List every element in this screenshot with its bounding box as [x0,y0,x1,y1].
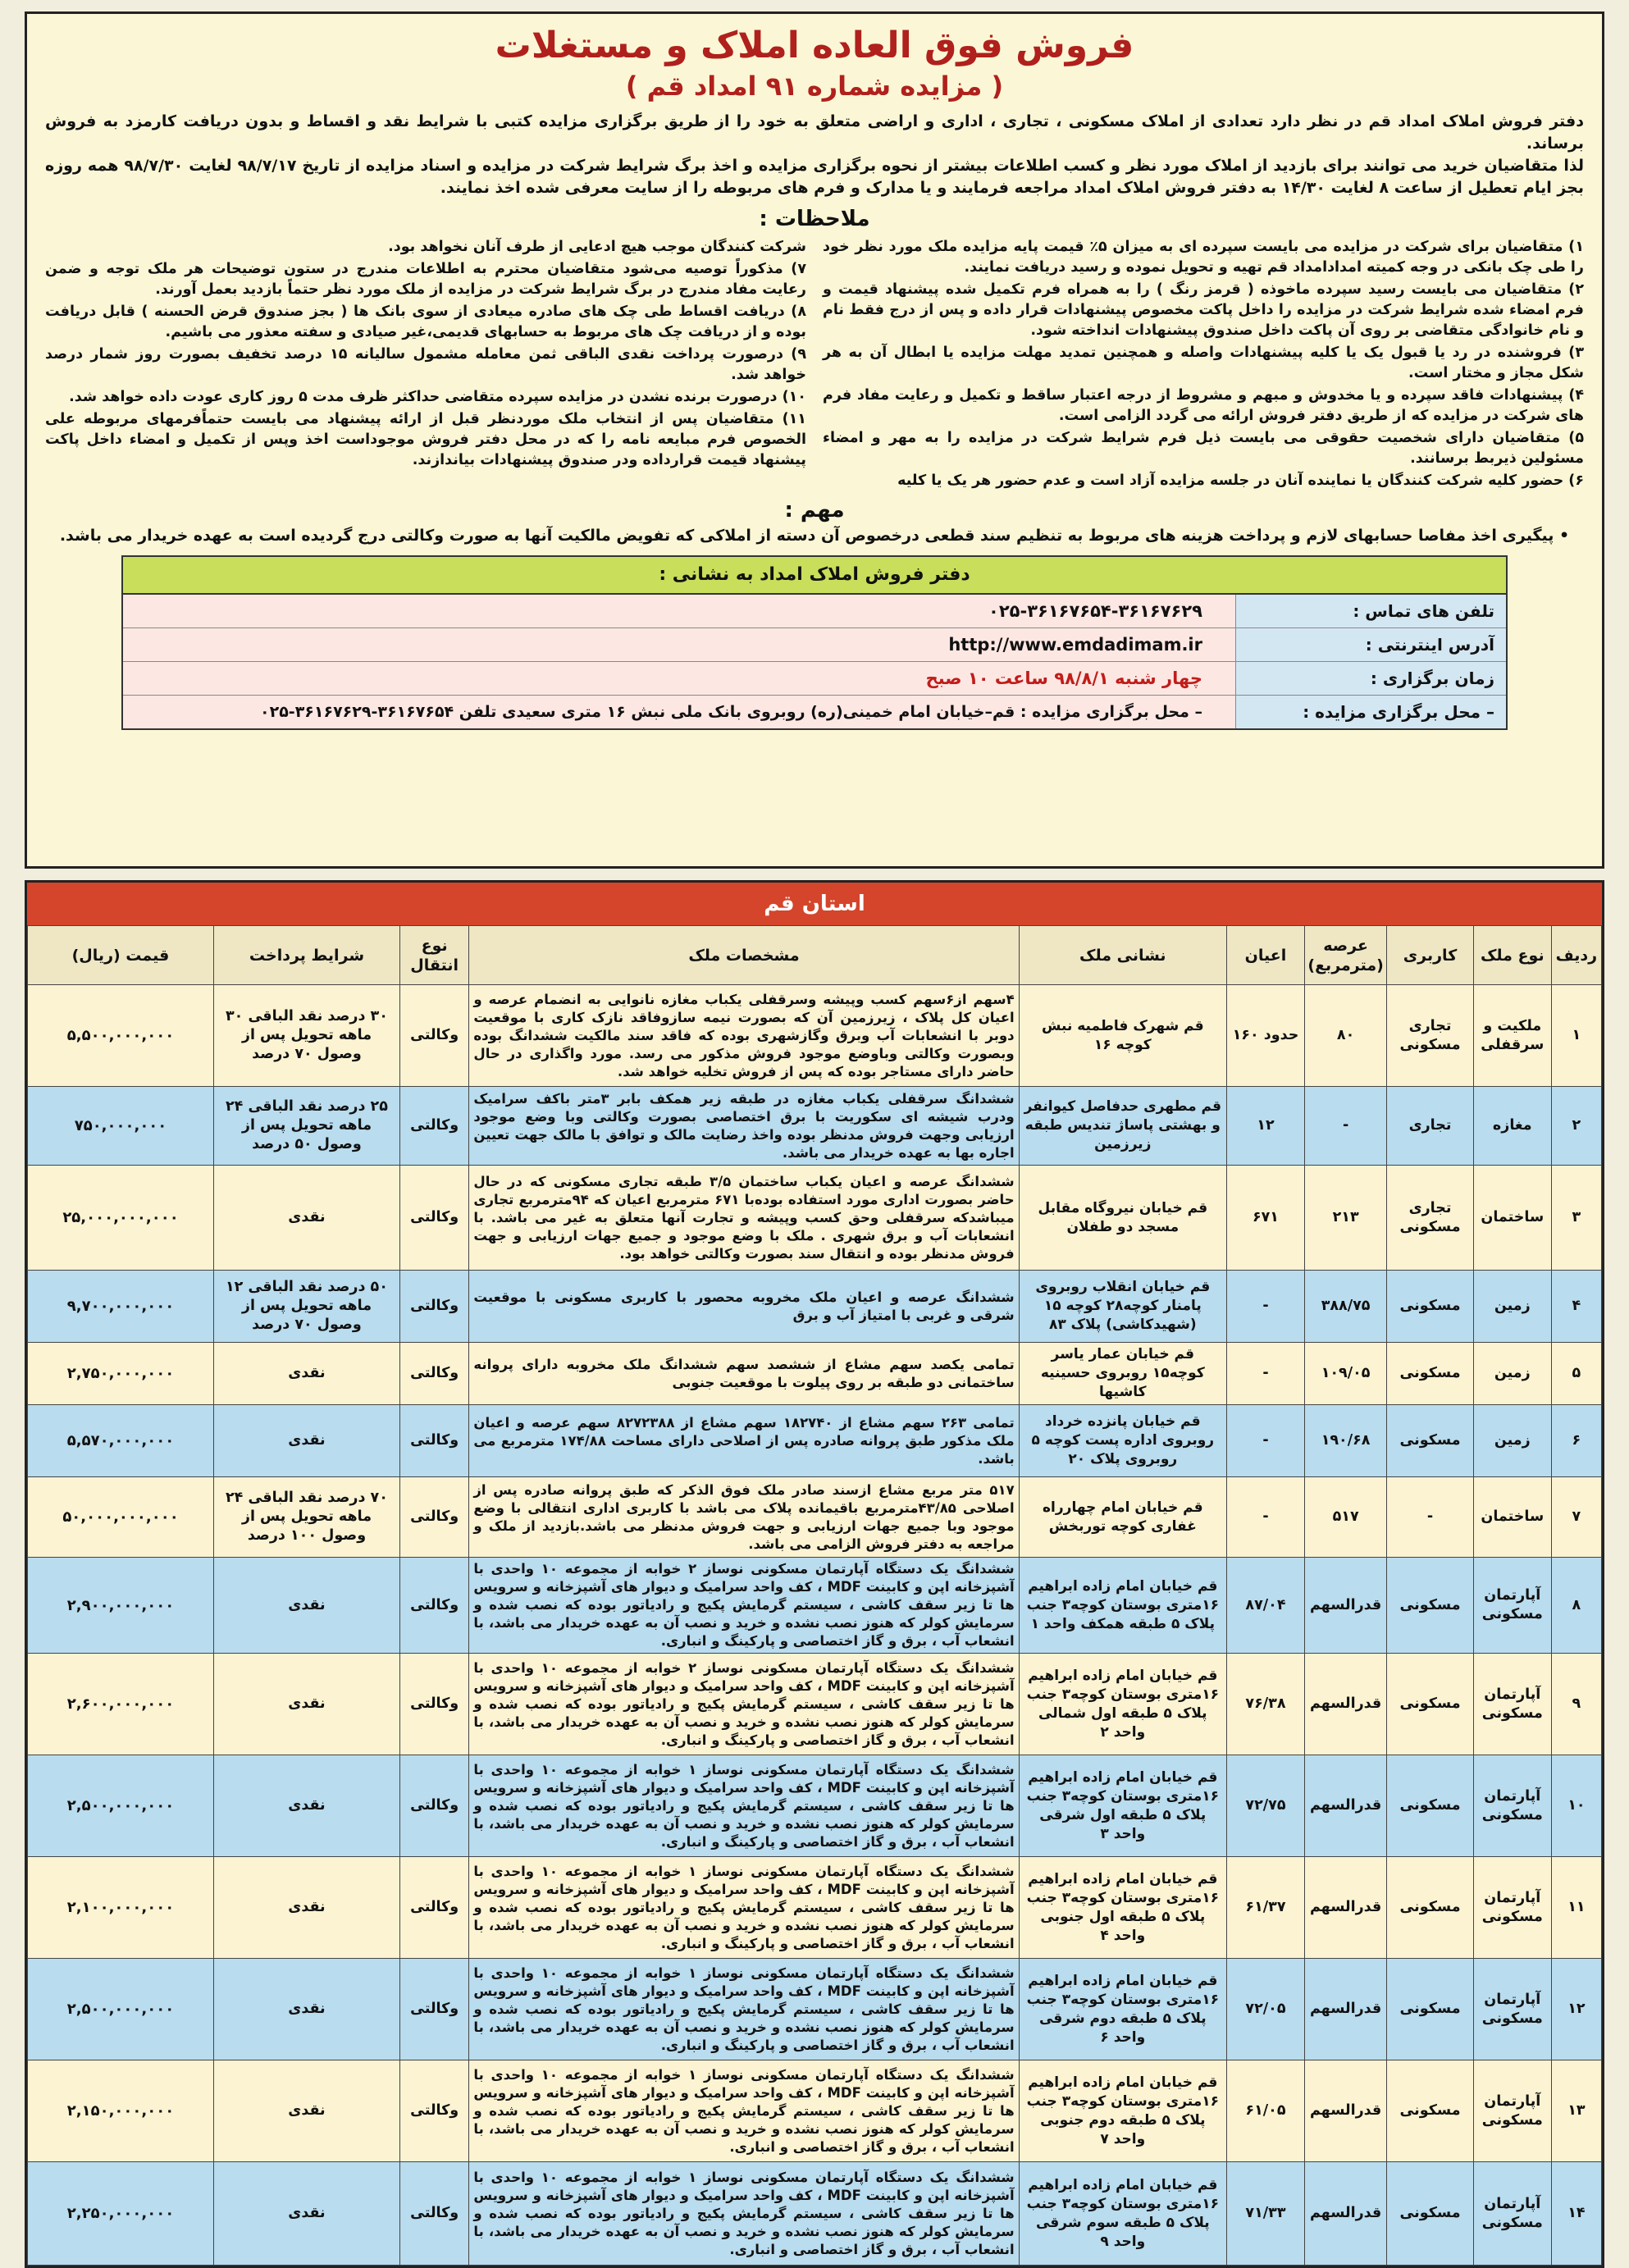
building-area: - [1226,1405,1304,1477]
payment-terms: ۵۰ درصد نقد الباقی ۱۲ ماهه تحویل پس از وصول ۷۰ درصد [214,1271,400,1343]
column-header: نشانی ملک [1019,926,1226,985]
building-area: ۶۱/۰۵ [1226,2060,1304,2162]
usage: مسکونی [1387,1755,1474,1857]
property-description: تمامی یکصد سهم مشاع از ششصد سهم ششدانگ ملک مخروبه دارای پروانه ساختمانی دو طبقه بر روی پیلوت با موقعیت جنوبی [469,1343,1019,1405]
price: ۲,۲۵۰,۰۰۰,۰۰۰ [28,2162,214,2266]
property-address: قم شهرک فاطمیه نبش کوچه ۱۶ [1019,985,1226,1087]
price: ۲,۵۰۰,۰۰۰,۰۰۰ [28,1959,214,2060]
contact-label: – محل برگزاری مزایده : [1235,696,1506,728]
intro-paragraph: دفتر فروش املاک امداد قم در نظر دارد تعدادی از املاک مسکونی ، تجاری ، اداری و اراضی متعلق به خود را از طریق برگزاری مزایده کتبی با شرایط نقد و اقساط و بدون دریافت کارمزد به فروش برساند. [45,112,1584,153]
transfer-type: وکالتی [399,1654,468,1755]
column-header: اعیان [1226,926,1304,985]
table-row [28,1558,1602,1654]
land-area: ۲۱۳ [1304,1166,1386,1271]
land-area: ۵۱۷ [1304,1477,1386,1558]
property-type: آپارتمان مسکونی [1473,1857,1551,1959]
transfer-type: وکالتی [399,1087,468,1166]
notes-section [45,237,1584,493]
notes-left-column [45,237,806,493]
building-area: ۷۱/۳۳ [1226,2162,1304,2266]
price: ۲,۷۵۰,۰۰۰,۰۰۰ [28,1343,214,1405]
page-title: فروش فوق العاده املاک و مستغلات [495,25,1134,66]
payment-terms: ۷۰ درصد نقد الباقی ۲۴ ماهه تحویل پس از وصول ۱۰۰ درصد [214,1477,400,1558]
transfer-type: وکالتی [399,1343,468,1405]
payment-terms: نقدی [214,1558,400,1654]
building-area: ۷۲/۰۵ [1226,1959,1304,2060]
property-description: ششدانگ سرقفلی یکباب مغازه در طبقه زیر همکف بابر ۳متر باکف سرامیک ودرب شیشه ای سکوریت با برق اختصاصی بصورت وکالتی وبا وضع موجود ارزیابی وجهت فروش مدنظر بوده واخذ رضایت مالک و توافق با مالک جهت تعیین اجاره بها به عهده خریدار می باشد. [469,1087,1019,1166]
land-area: قدرالسهم [1304,1959,1386,2060]
property-address: قم خیابان پانزده خرداد روبروی اداره پست کوچه ۵ روبروی پلاک ۲۰ [1019,1405,1226,1477]
payment-terms: نقدی [214,1343,400,1405]
property-description: ۵۱۷ متر مربع مشاع ازسند صادر ملک فوق الذکر که طبق پروانه صادره پس از اصلاحی ۴۳/۸۵مترمربع باقیمانده پلاک می باشد با کاربری اداری انتقالی با وضع موجود وبا جمیع جهات ارزیابی و جهت فروش مدنظر می باشد.بازدید از ملک و مراجعه به دفتر فروش الزامی می باشد. [469,1477,1019,1558]
auction-location: – محل برگزاری مزایده : قم–خیابان امام خمینی(ره) روبروی بانک ملی نبش ۱۶ متری سعیدی تلفن ۳۶۱۶۷۶۵۴-۳۶۱۶۷۶۲۹-۰۲۵ [260,703,1202,721]
property-description: ششدانگ یک دستگاه آپارتمان مسکونی نوساز ۱ خوابه از مجموعه ۱۰ واحدی با آشپزخانه اپن و کابینت MDF ، کف واحد سرامیک و دیوار های آشپزخانه و سرویس ها تا زیر سقف کاشی ، سیستم گرمایش پکیج و رادیاتور بوده که نصب شده و سرمایش کولر که هنوز نصب نشده و خرید و نصب آن به عهده خریدار می باشد، با انشعاب آب ، برق و گاز اختصاصی و انباری. [469,2162,1019,2266]
building-area: ۷۲/۷۵ [1226,1755,1304,1857]
table-row [28,1166,1602,1271]
row-number: ۱۴ [1551,2162,1601,2266]
row-number: ۱۳ [1551,2060,1601,2162]
usage: تجاری مسکونی [1387,985,1474,1087]
property-type: آپارتمان مسکونی [1473,1654,1551,1755]
row-number: ۴ [1551,1271,1601,1343]
listing-table [27,925,1602,2266]
note-item: ۶) حضور کلیه شرکت کنندگان یا نماینده آنان در جلسه مزایده آزاد است و عدم حضور هر یک یا کلیه [897,472,1584,489]
price: ۵,۵۷۰,۰۰۰,۰۰۰ [28,1405,214,1477]
table-row [28,1477,1602,1558]
land-area: قدرالسهم [1304,1654,1386,1755]
contact-box [121,555,1508,730]
contact-row-time [123,662,1506,696]
property-description: ششدانگ یک دستگاه آپارتمان مسکونی نوساز ۱ خوابه از مجموعه ۱۰ واحدی با آشپزخانه اپن و کابینت MDF ، کف واحد سرامیک و دیوار های آشپزخانه و سرویس ها تا زیر سقف کاشی ، سیستم گرمایش پکیج و رادیاتور بوده که نصب شده و سرمایش کولر که هنوز نصب نشده و خرید و نصب آن به عهده خریدار می باشد، با انشعاب آب ، برق و گاز اختصاصی و پارکینگ و انباری. [469,1857,1019,1959]
notes-right-column [823,237,1584,493]
website-link[interactable]: http://www.emdadimam.ir [948,635,1202,655]
note-item: ۳) فروشنده در رد یا قبول یک یا کلیه پیشنهادات واصله و همچنین تمدید مهلت مزایده یا ابطال آن به هر شکل مجاز و مختار است. [823,345,1584,381]
usage: مسکونی [1387,1857,1474,1959]
building-area: ۶۷۱ [1226,1166,1304,1271]
transfer-type: وکالتی [399,1271,468,1343]
note-item: ۱۱) متقاضیان پس از انتخاب ملک موردنظر قبل از ارائه پیشنهاد می بایست حتماًفرمهای مربوطه علی الخصوص فرم مبایعه نامه را که در محل دفتر فروش موجوداست اخذ وپس از تکمیل و امضاء داخل پاکت پیشنهاد قیمت قرارداده ودر صندوق پیشنهادات بیاندازند. [45,411,806,468]
property-address: قم خیابان امام زاده ابراهیم ۱۶متری بوستان کوچه۳ جنب پلاک ۵ طبقه همکف واحد ۱ [1019,1558,1226,1654]
property-address: قم خیابان امام زاده ابراهیم ۱۶متری بوستان کوچه۳ جنب پلاک ۵ طبقه اول شرقی واحد ۳ [1019,1755,1226,1857]
land-area: ۱۹۰/۶۸ [1304,1405,1386,1477]
transfer-type: وکالتی [399,1558,468,1654]
table-row [28,2162,1602,2266]
property-address: قم مطهری حدفاصل کیوانفر و بهشتی پاساژ تندیس طبقه زیرزمین [1019,1087,1226,1166]
payment-terms: ۳۰ درصد نقد الباقی ۳۰ ماهه تحویل پس از وصول ۷۰ درصد [214,985,400,1087]
payment-terms: نقدی [214,1405,400,1477]
land-area: ۳۸۸/۷۵ [1304,1271,1386,1343]
land-area: قدرالسهم [1304,1755,1386,1857]
payment-terms: نقدی [214,1959,400,2060]
property-description: ششدانگ عرصه و اعیان ملک مخروبه محصور با کاربری مسکونی با موقعیت شرقی و غربی با امتیاز آب و برق [469,1271,1019,1343]
property-description: ششدانگ یک دستگاه آپارتمان مسکونی نوساز ۲ خوابه از مجموعه ۱۰ واحدی با آشپزخانه اپن و کابینت MDF ، کف واحد سرامیک و دیوار های آشپزخانه و سرویس ها تا زیر سقف کاشی ، سیستم گرمایش پکیج و رادیاتور بوده که نصب شده و سرمایش کولر که هنوز نصب نشده و خرید و نصب آن به عهده خریدار می باشد، با انشعاب آب ، برق و گاز اختصاصی و پارکینگ و انباری. [469,1558,1019,1654]
building-area: - [1226,1477,1304,1558]
building-area: ۷۶/۳۸ [1226,1654,1304,1755]
property-type: زمین [1473,1405,1551,1477]
payment-terms: نقدی [214,2060,400,2162]
column-header: عرصه (مترمربع) [1304,926,1386,985]
land-area: قدرالسهم [1304,1857,1386,1959]
row-number: ۹ [1551,1654,1601,1755]
contact-header: دفتر فروش املاک امداد به نشانی : [123,557,1506,595]
land-area: قدرالسهم [1304,2060,1386,2162]
property-description: ششدانگ یک دستگاه آپارتمان مسکونی نوساز ۲ خوابه از مجموعه ۱۰ واحدی با آشپزخانه اپن و کابینت MDF ، کف واحد سرامیک و دیوار های آشپزخانه و سرویس ها تا زیر سقف کاشی ، سیستم گرمایش پکیج و رادیاتور بوده که نصب شده و سرمایش کولر که هنوز نصب نشده و خرید و نصب آن به عهده خریدار می باشد، با انشعاب آب ، برق و گاز اختصاصی و پارکینگ و انباری. [469,1654,1019,1755]
contact-label: آدرس اینترنتی : [1235,628,1506,661]
property-type: ساختمان [1473,1166,1551,1271]
note-item: ۲) متقاضیان می بایست رسید سپرده ماخوذه ( قرمز رنگ ) را به همراه فرم تکمیل شده پیشنهاد قیمت و فرم امضاء شده شرایط شرکت در مزایده را داخل پاکت مخصوص پیشنهادات قرار داده و پس از درج فقط نام و نام خانوادگی متقاضی بر روی آن پاکت داخل صندوق پیشنهادات انداخته شود. [823,281,1584,339]
price: ۹,۷۰۰,۰۰۰,۰۰۰ [28,1271,214,1343]
contact-label: زمان برگزاری : [1235,662,1506,695]
column-header: کاربری [1387,926,1474,985]
column-header: قیمت (ریال) [28,926,214,985]
property-type: ملکیت و سرقفلی [1473,985,1551,1087]
announcement-box [25,11,1604,869]
property-address: قم خیابان امام زاده ابراهیم ۱۶متری بوستان کوچه۳ جنب پلاک ۵ طبقه دوم شرقی واحد ۶ [1019,1959,1226,2060]
transfer-type: وکالتی [399,1959,468,2060]
land-area: ۸۰ [1304,985,1386,1087]
table-row [28,1857,1602,1959]
property-type: آپارتمان مسکونی [1473,2162,1551,2266]
note-item: ۷) مذکوراً توصیه می‌شود متقاضیان محترم به اطلاعات مندرج در ستون توضیحات هر ملک توجه و ضمن رعایت مفاد مندرج در برگ شرایط شرکت در مزایده از ملک مورد نظر حتماً بازدید بعمل آورند. [45,261,806,298]
building-area: ۶۱/۳۷ [1226,1857,1304,1959]
building-area: ۱۲ [1226,1087,1304,1166]
row-number: ۱۰ [1551,1755,1601,1857]
contact-label: تلفن های تماس : [1235,595,1506,627]
building-area: - [1226,1271,1304,1343]
important-title: مهم : [784,498,845,523]
listing-table-container [25,880,1604,2268]
note-item: ۹) درصورت پرداخت نقدی الباقی ثمن معامله مشمول سالیانه ۱۵ درصد تخفیف بصورت روز شمار درصد خواهد شد. [45,346,806,383]
price: ۲,۶۰۰,۰۰۰,۰۰۰ [28,1654,214,1755]
usage: - [1387,1477,1474,1558]
contact-row-phone [123,595,1506,628]
property-address: قم خیابان امام چهارراه غفاری کوچه توربخش [1019,1477,1226,1558]
property-description: تمامی ۲۶۳ سهم مشاع از ۱۸۲۷۴۰ سهم مشاع از ۸۲۷۲۳۸۸ سهم عرصه و اعیان ملک مذکور طبق پروانه صادره پس از اصلاحی دارای مساحت ۱۷۴/۸۸ مترمربع می باشد. [469,1405,1019,1477]
row-number: ۱۲ [1551,1959,1601,2060]
row-number: ۱۱ [1551,1857,1601,1959]
intro-text [45,111,1584,199]
payment-terms: نقدی [214,1755,400,1857]
row-number: ۱ [1551,985,1601,1087]
column-header: مشخصات ملک [469,926,1019,985]
payment-terms: نقدی [214,2162,400,2266]
property-description: ۴سهم از۶سهم کسب وپیشه وسرقفلی یکباب مغازه نانوایی به انضمام عرصه و اعیان کل پلاک ، زیرزمین آن که بصورت نیمه سازوفاقد نازک کاری با موقعیت دوبر با انشعابات آب وبرق وگازشهری بوده که فاقد سند مالکیت ششدانگ بوده وبصورت وکالتی وباوضع موجود فروش مذکور می رسد. مورد واگذاری در حال حاضر دارای مستاجر بوده که پس از فروش تخلیه خواهد شد. [469,985,1019,1087]
property-address: قم خیابان نیروگاه مقابل مسجد دو طفلان [1019,1166,1226,1271]
price: ۵۰,۰۰۰,۰۰۰,۰۰۰ [28,1477,214,1558]
property-address: قم خیابان عمار یاسر کوچه۱۵ روبروی حسینیه کاشیها [1019,1343,1226,1405]
property-type: مغازه [1473,1087,1551,1166]
table-row [28,1343,1602,1405]
table-row [28,985,1602,1087]
row-number: ۳ [1551,1166,1601,1271]
page-subtitle: ( مزایده شماره ۹۱ امداد قم ) [625,71,1004,102]
price: ۲۵,۰۰۰,۰۰۰,۰۰۰ [28,1166,214,1271]
payment-terms: نقدی [214,1857,400,1959]
usage: مسکونی [1387,1271,1474,1343]
usage: مسکونی [1387,1405,1474,1477]
row-number: ۲ [1551,1087,1601,1166]
land-area: - [1304,1087,1386,1166]
note-item: ۱) متقاضیان برای شرکت در مزایده می بایست سپرده ای به میزان ۵٪ قیمت پایه مزایده ملک مورد نظر خود را طی چک بانکی در وجه کمیته امدادامداد قم تهیه و تحویل نموده و رسید دریافت نمایند. [823,239,1584,276]
land-area: قدرالسهم [1304,2162,1386,2266]
note-item: ۱۰) درصورت برنده نشدن در مزایده سپرده متقاضی حداکثر ظرف مدت ۵ روز کاری عودت داده خواهد شد. [69,389,806,405]
note-item: شرکت کنندگان موجب هیچ ادعایی از طرف آنان نخواهد بود. [388,239,806,255]
payment-terms: نقدی [214,1654,400,1755]
property-type: ساختمان [1473,1477,1551,1558]
important-text: • پیگیری اخذ مفاصا حسابهای لازم و پرداخت هزینه های مربوط به تنظیم سند قطعی درخصوص آن دسته از املاکی که تفویض مالکیت آنها به صورت وکالتی درج گردیده است به عهده خریدار می باشد. [59,527,1570,545]
note-item: ۵) متقاضیان دارای شخصیت حقوقی می بایست ذیل فرم شرایط شرکت در مزایده را به مهر و امضاء مسئولین ذیربط برسانند. [823,430,1584,467]
table-row [28,1271,1602,1343]
building-area: - [1226,1343,1304,1405]
table-row [28,1654,1602,1755]
table-row [28,1959,1602,2060]
phone-numbers: ۰۲۵-۳۶۱۶۷۶۵۴-۳۶۱۶۷۶۲۹ [988,601,1202,621]
land-area: ۱۰۹/۰۵ [1304,1343,1386,1405]
transfer-type: وکالتی [399,2060,468,2162]
province-banner: استان قم [27,883,1602,925]
auction-time: چهار شنبه ۹۸/۸/۱ ساعت ۱۰ صبح [925,669,1202,688]
row-number: ۶ [1551,1405,1601,1477]
column-header: نوع انتقال [399,926,468,985]
note-item: ۸) دریافت اقساط طی چک های صادره میعادی از سوی بانک ها ( بجز صندوق قرض الحسنه ) قابل دریافت بوده و از دریافت چک های مربوط به حسابهای قدیمی،غیر صیادی و سفته معذور می باشیم. [45,303,806,340]
property-address: قم خیابان امام زاده ابراهیم ۱۶متری بوستان کوچه۳ جنب پلاک ۵ طبقه اول جنوبی واحد ۴ [1019,1857,1226,1959]
property-type: آپارتمان مسکونی [1473,2060,1551,2162]
transfer-type: وکالتی [399,1755,468,1857]
payment-terms: نقدی [214,1166,400,1271]
usage: مسکونی [1387,1343,1474,1405]
property-type: آپارتمان مسکونی [1473,1959,1551,2060]
building-area: ۸۷/۰۴ [1226,1558,1304,1654]
price: ۷۵۰,۰۰۰,۰۰۰ [28,1087,214,1166]
property-address: قم خیابان امام زاده ابراهیم ۱۶متری بوستان کوچه۳ جنب پلاک ۵ طبقه اول شمالی واحد ۲ [1019,1654,1226,1755]
table-row [28,1755,1602,1857]
table-header-row [28,926,1602,985]
intro-paragraph: لذا متقاضیان خرید می توانند برای بازدید از املاک مورد نظر و کسب اطلاعات بیشتر از نحوه برگزاری مزایده و اخذ برگ شرایط شرکت در مزایده و اسناد مزایده از تاریخ ۹۸/۷/۱۷ لغایت ۹۸/۷/۳۰ همه روزه بجز ایام تعطیل از ساعت ۸ لغایت ۱۴/۳۰ به دفتر فروش املاک امداد مراجعه فرمایند و یا مدارک و فرم های مربوطه را از سایت معرفی شده اخذ نمایند. [45,157,1584,197]
price: ۲,۹۰۰,۰۰۰,۰۰۰ [28,1558,214,1654]
usage: مسکونی [1387,1558,1474,1654]
table-row [28,1405,1602,1477]
table-row [28,2060,1602,2162]
property-address: قم خیابان امام زاده ابراهیم ۱۶متری بوستان کوچه۳ جنب پلاک ۵ طبقه دوم جنوبی واحد ۷ [1019,2060,1226,2162]
column-header: ردیف [1551,926,1601,985]
property-description: ششدانگ یک دستگاه آپارتمان مسکونی نوساز ۱ خوابه از مجموعه ۱۰ واحدی با آشپزخانه اپن و کابینت MDF ، کف واحد سرامیک و دیوار های آشپزخانه و سرویس ها تا زیر سقف کاشی ، سیستم گرمایش پکیج و رادیاتور بوده که نصب شده و سرمایش کولر که هنوز نصب نشده و خرید و نصب آن به عهده خریدار می باشد، با انشعاب آب ، برق و گاز اختصاصی و انباری. [469,2060,1019,2162]
price: ۲,۱۵۰,۰۰۰,۰۰۰ [28,2060,214,2162]
building-area: حدود ۱۶۰ [1226,985,1304,1087]
listing-body [28,985,1602,2266]
table-row [28,1087,1602,1166]
usage: مسکونی [1387,2162,1474,2266]
property-type: آپارتمان مسکونی [1473,1755,1551,1857]
transfer-type: وکالتی [399,2162,468,2266]
price: ۲,۵۰۰,۰۰۰,۰۰۰ [28,1755,214,1857]
property-type: زمین [1473,1343,1551,1405]
row-number: ۷ [1551,1477,1601,1558]
property-description: ششدانگ یک دستگاه آپارتمان مسکونی نوساز ۱ خوابه از مجموعه ۱۰ واحدی با آشپزخانه اپن و کابینت MDF ، کف واحد سرامیک و دیوار های آشپزخانه و سرویس ها تا زیر سقف کاشی ، سیستم گرمایش پکیج و رادیاتور بوده که نصب شده و سرمایش کولر که هنوز نصب نشده و خرید و نصب آن به عهده خریدار می باشد، با انشعاب آب ، برق و گاز اختصاصی و پارکینگ و انباری. [469,1755,1019,1857]
payment-terms: ۲۵ درصد نقد الباقی ۲۴ ماهه تحویل پس از وصول ۵۰ درصد [214,1087,400,1166]
land-area: قدرالسهم [1304,1558,1386,1654]
price: ۲,۱۰۰,۰۰۰,۰۰۰ [28,1857,214,1959]
usage: مسکونی [1387,1654,1474,1755]
usage: تجاری [1387,1087,1474,1166]
property-type: زمین [1473,1271,1551,1343]
transfer-type: وکالتی [399,1477,468,1558]
property-address: قم خیابان انقلاب روبروی پامنار کوچه۲۸ کوچه ۱۵ (شهیدکاشی) پلاک ۸۳ [1019,1271,1226,1343]
notes-title: ملاحظات : [759,207,870,231]
property-address: قم خیابان امام زاده ابراهیم ۱۶متری بوستان کوچه۳ جنب پلاک ۵ طبقه سوم شرقی واحد ۹ [1019,2162,1226,2266]
usage: مسکونی [1387,1959,1474,2060]
transfer-type: وکالتی [399,1166,468,1271]
property-type: آپارتمان مسکونی [1473,1558,1551,1654]
row-number: ۵ [1551,1343,1601,1405]
property-description: ششدانگ یک دستگاه آپارتمان مسکونی نوساز ۱ خوابه از مجموعه ۱۰ واحدی با آشپزخانه اپن و کابینت MDF ، کف واحد سرامیک و دیوار های آشپزخانه و سرویس ها تا زیر سقف کاشی ، سیستم گرمایش پکیج و رادیاتور بوده که نصب شده و سرمایش کولر که هنوز نصب نشده و خرید و نصب آن به عهده خریدار می باشد، با انشعاب آب ، برق و گاز اختصاصی و پارکینگ و انباری. [469,1959,1019,2060]
column-header: نوع ملک [1473,926,1551,985]
transfer-type: وکالتی [399,1857,468,1959]
contact-row-location [123,696,1506,728]
property-description: ششدانگ عرصه و اعیان یکباب ساختمان ۳/۵ طبقه تجاری مسکونی که در حال حاضر بصورت اداری مورد استفاده بوده‌با ۶۷۱ مترمربع اعیان که ۹۴مترمربع تجاری میباشدکه سرقفلی وحق کسب وپیشه و تجارت آنها متعلق به غیر می باشد. با انشعابات آب و برق شهری . ملک با وضع موجود و جمیع جهات ارزیابی و جهت فروش مدنظر بوده و انتقال سند بصورت وکالتی خواهد بود. [469,1166,1019,1271]
note-item: ۴) پیشنهادات فاقد سپرده و یا مخدوش و مبهم و مشروط از درجه اعتبار ساقط و تکمیل و رعایت مفاد فرم های شرکت در مزایده که از طریق دفتر فروش ارائه می گردد الزامی است. [823,387,1584,424]
usage: مسکونی [1387,2060,1474,2162]
contact-row-website [123,628,1506,662]
price: ۵,۵۰۰,۰۰۰,۰۰۰ [28,985,214,1087]
transfer-type: وکالتی [399,985,468,1087]
transfer-type: وکالتی [399,1405,468,1477]
usage: تجاری مسکونی [1387,1166,1474,1271]
row-number: ۸ [1551,1558,1601,1654]
column-header: شرایط پرداخت [214,926,400,985]
